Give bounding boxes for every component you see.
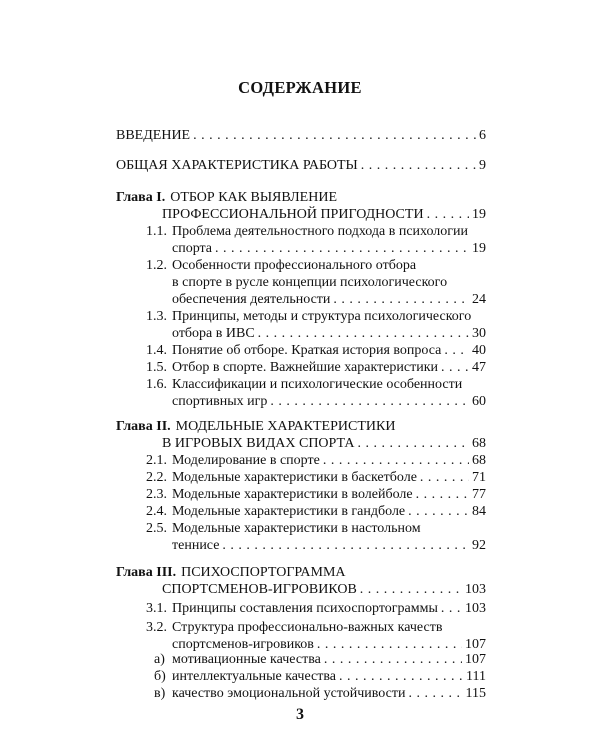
subitem-letter: а) bbox=[154, 652, 165, 667]
chapter-label: Глава II. bbox=[116, 419, 171, 434]
section-number: 1.6. bbox=[146, 377, 167, 392]
section-number: 1.2. bbox=[146, 258, 167, 273]
section-number: 1.5. bbox=[146, 360, 167, 375]
toc-section-2-1[interactable] bbox=[146, 452, 486, 470]
section-title-line2: спортивных игр bbox=[172, 394, 268, 409]
section-number: 3.1. bbox=[146, 601, 167, 616]
toc-page-number: 60 bbox=[472, 394, 486, 409]
section-title-line2: спорта bbox=[172, 241, 213, 256]
section-title: Модельные характеристики в баскетболе bbox=[172, 470, 417, 485]
leader-dots bbox=[357, 435, 469, 453]
leader-dots bbox=[408, 503, 469, 521]
chapter-title-line1: ОТБОР КАК ВЫЯВЛЕНИЕ bbox=[170, 190, 337, 205]
chapter-title-line2: СПОРТСМЕНОВ-ИГРОВИКОВ bbox=[162, 582, 357, 597]
chapter-title-line2: ПРОФЕССИОНАЛЬНОЙ ПРИГОДНОСТИ bbox=[162, 207, 424, 222]
section-title: Модельные характеристики в волейболе bbox=[172, 487, 413, 502]
leader-dots bbox=[270, 393, 469, 411]
subitem-title: мотивационные качества bbox=[172, 652, 321, 667]
toc-section-1-3[interactable] bbox=[146, 308, 471, 326]
toc-page-number: 30 bbox=[472, 326, 486, 341]
leader-dots bbox=[339, 668, 463, 686]
toc-section-1-2[interactable] bbox=[146, 257, 416, 275]
chapter-label: Глава III. bbox=[116, 565, 177, 580]
section-number: 2.3. bbox=[146, 487, 167, 502]
section-number: 2.1. bbox=[146, 453, 167, 468]
leader-dots bbox=[258, 325, 469, 343]
leader-dots bbox=[416, 486, 469, 504]
toc-section-1-6-line2[interactable] bbox=[172, 393, 486, 411]
chapter-label: Глава I. bbox=[116, 190, 166, 205]
section-title-line2: спортсменов-игровиков bbox=[172, 637, 314, 652]
section-title-line1: Проблема деятельностного подхода в психологии bbox=[172, 224, 469, 239]
toc-page-number: 92 bbox=[472, 538, 486, 553]
section-title-line3: обеспечения деятельности bbox=[172, 292, 331, 307]
page-number: 3 bbox=[296, 706, 304, 723]
section-title-line1: Структура профессионально-важных качеств bbox=[172, 620, 443, 635]
toc-subitem-v[interactable] bbox=[154, 685, 486, 703]
section-title-line1: Принципы, методы и структура психологического bbox=[172, 309, 472, 324]
section-title: Принципы составления психоспортограммы bbox=[172, 601, 438, 616]
toc-page-number: 19 bbox=[472, 207, 486, 222]
toc-page-number: 71 bbox=[472, 470, 486, 485]
toc-entry-general[interactable] bbox=[116, 157, 486, 175]
section-number: 1.1. bbox=[146, 224, 167, 239]
section-number: 2.2. bbox=[146, 470, 167, 485]
leader-dots bbox=[408, 685, 462, 703]
toc-page-number: 84 bbox=[472, 504, 486, 519]
toc-section-1-1[interactable] bbox=[146, 223, 468, 241]
toc-page-number: 9 bbox=[479, 158, 486, 173]
toc-chapter-1-line2[interactable] bbox=[162, 206, 486, 224]
chapter-title-line1: ПСИХОСПОРТОГРАММА bbox=[181, 565, 346, 580]
leader-dots bbox=[361, 157, 476, 175]
toc-section-2-3[interactable] bbox=[146, 486, 486, 504]
leader-dots bbox=[441, 600, 462, 618]
toc-section-2-2[interactable] bbox=[146, 469, 486, 487]
section-number: 1.3. bbox=[146, 309, 167, 324]
section-title: Понятие об отборе. Краткая история вопроса bbox=[172, 343, 442, 358]
toc-subitem-a[interactable] bbox=[154, 651, 486, 669]
leader-dots bbox=[215, 240, 469, 258]
toc-chapter-2[interactable] bbox=[116, 418, 395, 436]
toc-page-number: 68 bbox=[472, 436, 486, 451]
section-title-line1: Особенности профессионального отбора bbox=[172, 258, 417, 273]
toc-page-number: 24 bbox=[472, 292, 486, 307]
leader-dots bbox=[444, 342, 469, 360]
subitem-title: интеллектуальные качества bbox=[172, 669, 337, 684]
toc-entry-text: ВВЕДЕНИЕ bbox=[116, 128, 191, 143]
subitem-letter: б) bbox=[154, 669, 166, 684]
section-title-line1: Модельные характеристики в настольном bbox=[172, 521, 421, 536]
toc-page-number: 6 bbox=[479, 128, 486, 143]
section-number: 3.2. bbox=[146, 620, 167, 635]
toc-page-number: 19 bbox=[472, 241, 486, 256]
toc-chapter-3-line2[interactable] bbox=[162, 581, 486, 599]
leader-dots bbox=[323, 452, 469, 470]
chapter-title-line1: МОДЕЛЬНЫЕ ХАРАКТЕРИСТИКИ bbox=[175, 419, 396, 434]
toc-page-number: 111 bbox=[466, 669, 486, 684]
toc-page-number: 107 bbox=[465, 637, 486, 652]
toc-subitem-b[interactable] bbox=[154, 668, 486, 686]
section-title: Модельные характеристики в гандболе bbox=[172, 504, 406, 519]
toc-section-1-2-line3[interactable] bbox=[172, 291, 486, 309]
toc-entry-intro[interactable] bbox=[116, 127, 486, 145]
toc-page-number: 40 bbox=[472, 343, 486, 358]
toc-section-1-4[interactable] bbox=[146, 342, 486, 360]
section-title-line2: теннисе bbox=[172, 538, 220, 553]
toc-chapter-1[interactable] bbox=[116, 189, 337, 207]
toc-section-2-4[interactable] bbox=[146, 503, 486, 521]
toc-page-number: 115 bbox=[465, 686, 486, 701]
leader-dots bbox=[333, 291, 469, 309]
toc-page-number: 77 bbox=[472, 487, 486, 502]
section-title: Отбор в спорте. Важнейшие характеристики bbox=[172, 360, 439, 375]
subitem-title: качество эмоциональной устойчивости bbox=[172, 686, 406, 701]
toc-section-3-2[interactable] bbox=[146, 619, 442, 637]
section-number: 2.5. bbox=[146, 521, 167, 536]
page-title: СОДЕРЖАНИЕ bbox=[238, 78, 362, 97]
toc-page-number: 103 bbox=[465, 582, 486, 597]
toc-section-1-1-line2[interactable] bbox=[172, 240, 486, 258]
section-title-line1: Классификации и психологические особенности bbox=[172, 377, 463, 392]
section-number: 2.4. bbox=[146, 504, 167, 519]
toc-section-1-3-line2[interactable] bbox=[172, 325, 486, 343]
section-title-line2: в спорте в русле концепции психологического bbox=[172, 275, 448, 290]
section-title: Моделирование в спорте bbox=[172, 453, 320, 468]
toc-section-1-6[interactable] bbox=[146, 376, 462, 394]
leader-dots bbox=[193, 127, 476, 145]
toc-section-2-5-line2[interactable] bbox=[172, 537, 486, 555]
toc-section-1-5[interactable] bbox=[146, 359, 486, 377]
toc-entry-text: ОБЩАЯ ХАРАКТЕРИСТИКА РАБОТЫ bbox=[116, 158, 358, 173]
leader-dots bbox=[222, 537, 469, 555]
leader-dots bbox=[360, 581, 462, 599]
section-number: 1.4. bbox=[146, 343, 167, 358]
toc-chapter-3[interactable] bbox=[116, 564, 346, 582]
toc-page-number: 107 bbox=[465, 652, 486, 667]
leader-dots bbox=[441, 359, 469, 377]
leader-dots bbox=[427, 206, 469, 224]
section-title-line2: отбора в ИВС bbox=[172, 326, 255, 341]
toc-chapter-2-line2[interactable] bbox=[162, 435, 486, 453]
toc-page-number: 68 bbox=[472, 453, 486, 468]
toc-page-number: 103 bbox=[465, 601, 486, 616]
leader-dots bbox=[324, 651, 462, 669]
leader-dots bbox=[420, 469, 469, 487]
toc-section-3-1[interactable] bbox=[146, 600, 486, 618]
chapter-title-line2: В ИГРОВЫХ ВИДАХ СПОРТА bbox=[162, 436, 355, 451]
toc-section-2-5[interactable] bbox=[146, 520, 421, 538]
subitem-letter: в) bbox=[154, 686, 166, 701]
toc-page-number: 47 bbox=[472, 360, 486, 375]
